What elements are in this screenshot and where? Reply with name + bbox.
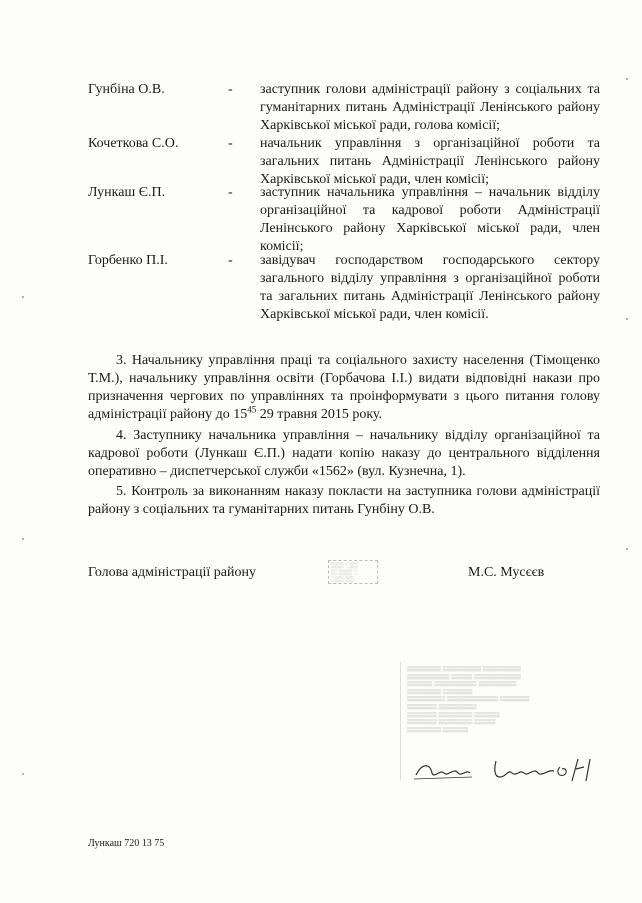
member-role: заступник голови адміністрації району з соціальних та гуманітарних питань Адміністрації Ленінського району Харківської міської ради, голова комісії; <box>260 82 600 133</box>
member-dash: - <box>228 136 233 151</box>
paragraph-4: 4. Заступнику начальника управління – начальнику відділу організаційної та кадрової роботи (Лункаш Є.П.) надати копію наказу до центрального відділення оперативно – диспетчерської служби «1562» (вул. Кузнечна, 1). <box>88 428 600 479</box>
member-name: Лункаш Є.П. <box>88 185 166 200</box>
paragraph-5: 5. Контроль за виконанням наказу покласти на заступника голови адміністрації району з соціальних та гуманітарних питань Гунбіну О.В. <box>88 484 600 517</box>
member-dash: - <box>228 253 233 268</box>
member-dash: - <box>228 82 233 97</box>
scan-dot <box>626 318 628 320</box>
member-role: завідувач господарством господарського сектору загального відділу управління з організаційної роботи та загальних питань Адміністрації Ленінського району Харківської міської ради, член комісії. <box>260 253 600 322</box>
footer-contact: Лункаш 720 13 75 <box>88 838 165 849</box>
approval-block-image: ▒▒▒▒▒▒▒▒ ▒▒▒▒▒▒▒▒▒ ▒▒▒▒▒▒▒▒▒ ▒▒▒▒▒▒▒▒▒▒ ▒▒▒▒▒ ▒▒▒▒▒▒▒▒▒▒▒ ▒▒▒▒▒▒ ▒▒▒▒▒▒▒▒▒▒ ▒▒▒▒▒▒▒▒▒ ▒▒▒▒▒▒▒▒ ▒▒▒▒▒▒▒ ▒▒▒▒▒▒▒▒▒ ▒▒▒▒▒▒▒▒▒▒▒▒ ▒▒▒▒▒▒▒ ▒▒▒▒▒▒▒ ▒▒▒▒▒▒▒▒▒ ▒▒▒▒▒▒▒ ▒▒▒▒▒▒▒▒ ▒▒▒▒▒▒ ▒▒▒▒▒▒▒ ▒▒▒▒▒▒▒▒ ▒▒▒▒▒ ▒▒▒▒▒▒▒▒ ▒▒▒▒▒▒ <box>400 662 596 780</box>
paragraph-3: 3. Начальнику управління праці та соціального захисту населення (Тімощенко Т.М.), начальнику управління освіти (Горбачова І.І.) видати відповідні накази про призначення чергових по управліннях та проінформувати з цього питання голову адміністрації району до $15^{45}$ 29 травня 2015 року. <box>88 353 600 422</box>
member-name: Кочеткова С.О. <box>88 136 179 151</box>
scan-dot <box>22 296 24 298</box>
faint-stamp-image: ▒▒▒ ░▒▒ ▒░▒▒▒ ░ ░▒▒ ▒▒ <box>328 560 378 584</box>
handwritten-signature-image <box>408 755 608 785</box>
member-name: Горбенко П.І. <box>88 253 168 268</box>
signatory-title: Голова адміністрації району <box>88 565 256 580</box>
time-superscript: 45 <box>247 404 257 415</box>
member-dash: - <box>228 185 233 200</box>
scan-dot <box>626 548 628 550</box>
member-role: заступник начальника управління – начальник відділу організаційної та кадрової роботи Адміністрації Ленінського району Харківської міської ради, член комісії; <box>260 185 600 254</box>
member-name: Гунбіна О.В. <box>88 82 165 97</box>
scan-dot <box>626 78 628 80</box>
scan-dot <box>22 538 24 540</box>
signatory-name: М.С. Мусєєв <box>468 565 545 580</box>
scan-dot <box>22 773 24 775</box>
member-role: начальник управління з організаційної роботи та загальних питань Адміністрації Ленінського району Харківської міської ради, член комісії; <box>260 136 600 187</box>
